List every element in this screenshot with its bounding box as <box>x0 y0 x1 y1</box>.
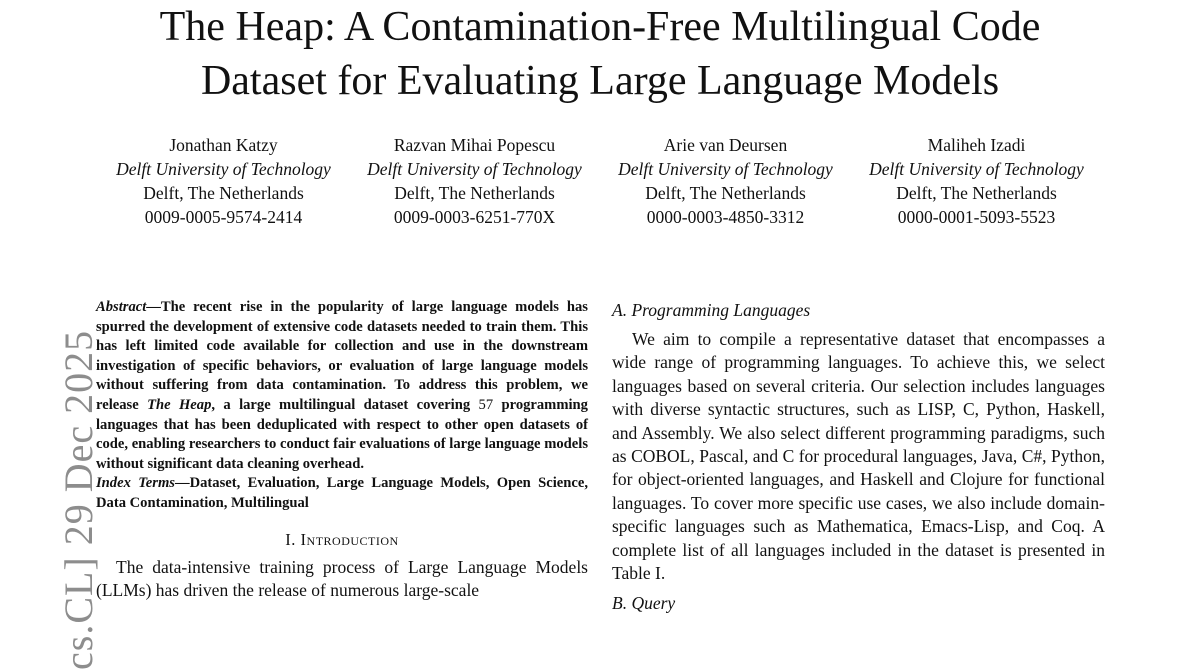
author-name: Jonathan Katzy <box>169 135 278 155</box>
abstract-text-1: —The recent rise in the popularity of large language models has spurred the development of extensive code datasets needed to train them. This has left limited code available for collection and use in the downstream investigation of specific behaviors, or evaluation of large language models without suffering from data contamination. To address this problem, we release <box>96 299 588 413</box>
author-block <box>98 133 349 229</box>
right-column <box>612 298 1105 621</box>
section-a-text: We aim to compile a representative dataset that encompasses a wide range of programming languages. To achieve this, we select languages based on several criteria. Our selection includes languages with diverse syntactic structures, such as LISP, C, Python, Haskell, and Assembly. We also select different programming paradigms, such as COBOL, Pascal, and C for procedural languages, Java, C#, Python, for object-oriented languages, and Haskell and Clojure for functional languages. To cover more specific use cases, we also include domain-specific languages such as Mathematica, Emacs-Lisp, and Coq. A complete list of all languages included in the dataset is presented in Table I. <box>612 329 1105 584</box>
index-terms <box>96 474 588 513</box>
dataset-name: The Heap <box>147 396 212 413</box>
title-line-1: The Heap: A Contamination-Free Multilingual Code <box>159 4 1041 50</box>
author-affiliation: Delft University of Technology <box>116 159 331 179</box>
index-terms-lead: Index Terms <box>96 475 175 492</box>
author-orcid: 0000-0001-5093-5523 <box>897 207 1056 227</box>
author-name: Razvan Mihai Popescu <box>393 135 556 155</box>
abstract <box>96 298 588 474</box>
abstract-text-2: , a large multilingual dataset covering <box>211 396 479 413</box>
author-orcid: 0009-0005-9574-2414 <box>144 207 303 227</box>
author-name: Maliheh Izadi <box>927 135 1026 155</box>
introduction-text: The data-intensive training process of Large Language Models (LLMs) has driven the release of numerous large-scale <box>96 556 588 600</box>
author-location: Delft, The Netherlands <box>645 183 806 203</box>
author-location: Delft, The Netherlands <box>896 183 1057 203</box>
author-block <box>600 133 851 229</box>
author-location: Delft, The Netherlands <box>394 183 555 203</box>
arxiv-stamp: cs.CL] 29 Dec 2025 <box>56 329 101 670</box>
title-line-2: Dataset for Evaluating Large Language Models <box>200 58 1000 104</box>
author-block <box>349 133 600 229</box>
section-b-heading: B. Query <box>612 593 676 614</box>
author-affiliation: Delft University of Technology <box>367 159 582 179</box>
abstract-text-3: programming languages that has been deduplicated with respect to other open datasets of code, enabling researchers to conduct fair evaluations of large language models without significant data cleaning overhead. <box>96 396 588 472</box>
introduction-heading: I. Introduction <box>285 529 399 549</box>
paper-title <box>0 0 1200 108</box>
author-block <box>851 133 1102 229</box>
author-location: Delft, The Netherlands <box>143 183 304 203</box>
section-a-heading: A. Programming Languages <box>612 300 811 320</box>
author-list <box>98 133 1102 229</box>
abstract-lead: Abstract <box>96 299 147 315</box>
author-orcid: 0009-0003-6251-770X <box>393 207 556 227</box>
author-affiliation: Delft University of Technology <box>869 159 1084 179</box>
author-affiliation: Delft University of Technology <box>618 159 833 179</box>
index-terms-text: —Dataset, Evaluation, Large Language Models, Open Science, Data Contamination, Multilingual <box>96 475 588 511</box>
language-count: 57 <box>478 396 494 413</box>
author-orcid: 0000-0003-4850-3312 <box>646 207 805 227</box>
left-column <box>96 298 588 602</box>
author-name: Arie van Deursen <box>663 135 788 155</box>
